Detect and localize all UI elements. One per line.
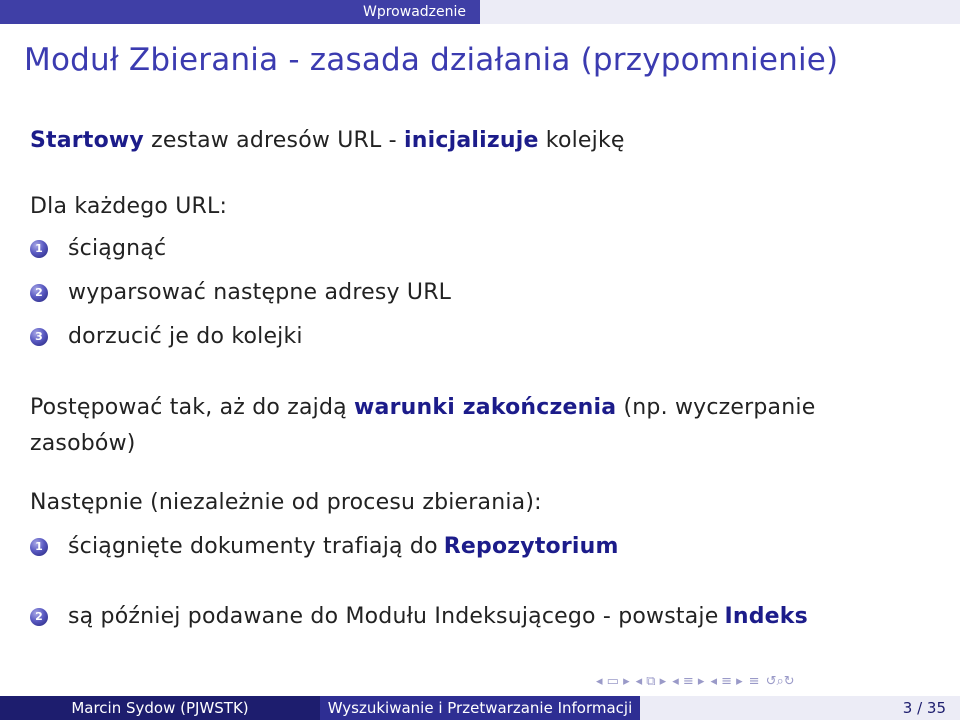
navigation-symbols	[596, 674, 795, 689]
frame-title: Moduł Zbierania - zasada działania (przypomnienie)	[24, 42, 839, 78]
paragraph-text: Postępować tak, aż do zajdą	[30, 395, 355, 420]
step-item	[30, 236, 166, 261]
enumeration-ball-icon: 2	[30, 284, 48, 302]
step-text: dorzucić je do kolejki	[68, 324, 303, 349]
paragraph-stop-condition	[30, 390, 910, 462]
footer-author: Marcin Sydow (PJWSTK)	[0, 696, 320, 720]
nav-part-icon[interactable]: ◂ ≡ ▸	[710, 674, 743, 689]
step-item	[30, 324, 303, 349]
step-item	[30, 280, 451, 305]
paragraph-for-each-url: Dla każdego URL:	[30, 194, 228, 219]
enumeration-ball-icon: 1	[30, 240, 48, 258]
keyword-startowy: Startowy	[30, 128, 144, 153]
after-item	[30, 534, 619, 559]
paragraph-next-steps: Następnie (niezależnie od procesu zbierania):	[30, 490, 542, 515]
enumeration-ball-icon: 1	[30, 538, 48, 556]
nav-subsection-icon[interactable]: ◂ ⧉ ▸	[635, 674, 667, 689]
enumeration-ball-icon: 2	[30, 608, 48, 626]
section-link-wprowadzenie[interactable]: Wprowadzenie	[0, 0, 480, 24]
after-item	[30, 604, 808, 629]
nav-prev-frame-icon[interactable]: ◂ ▭ ▸	[596, 674, 630, 689]
footline	[0, 696, 960, 720]
enumeration-ball-icon: 3	[30, 328, 48, 346]
keyword-indeks: Indeks	[724, 604, 808, 629]
keyword-repozytorium: Repozytorium	[443, 534, 619, 559]
section-bar-filler	[480, 0, 960, 24]
nav-search-icon[interactable]: ↺⌕↻	[765, 674, 795, 689]
keyword-warunki-zakonczenia: warunki zakończenia	[354, 395, 617, 420]
keyword-inicjalizuje: inicjalizuje	[404, 128, 539, 153]
paragraph-text: (np. wyczerpanie zasobów)	[30, 395, 816, 456]
paragraph-text: zestaw adresów URL -	[143, 128, 405, 153]
step-text: ściągnąć	[68, 236, 167, 261]
after-text: są później podawane do Modułu Indeksującego - powstaje	[68, 604, 719, 629]
page-number: 3 / 35	[640, 696, 960, 720]
nav-align-icon[interactable]: ≡	[748, 674, 760, 689]
paragraph-start-set	[30, 128, 625, 153]
paragraph-text: kolejkę	[538, 128, 625, 153]
after-text: ściągnięte dokumenty trafiają do	[68, 534, 438, 559]
section-navigation-bar	[0, 0, 960, 24]
nav-section-icon[interactable]: ◂ ≡ ▸	[672, 674, 705, 689]
step-text: wyparsować następne adresy URL	[68, 280, 452, 305]
footer-title: Wyszukiwanie i Przetwarzanie Informacji	[320, 696, 640, 720]
